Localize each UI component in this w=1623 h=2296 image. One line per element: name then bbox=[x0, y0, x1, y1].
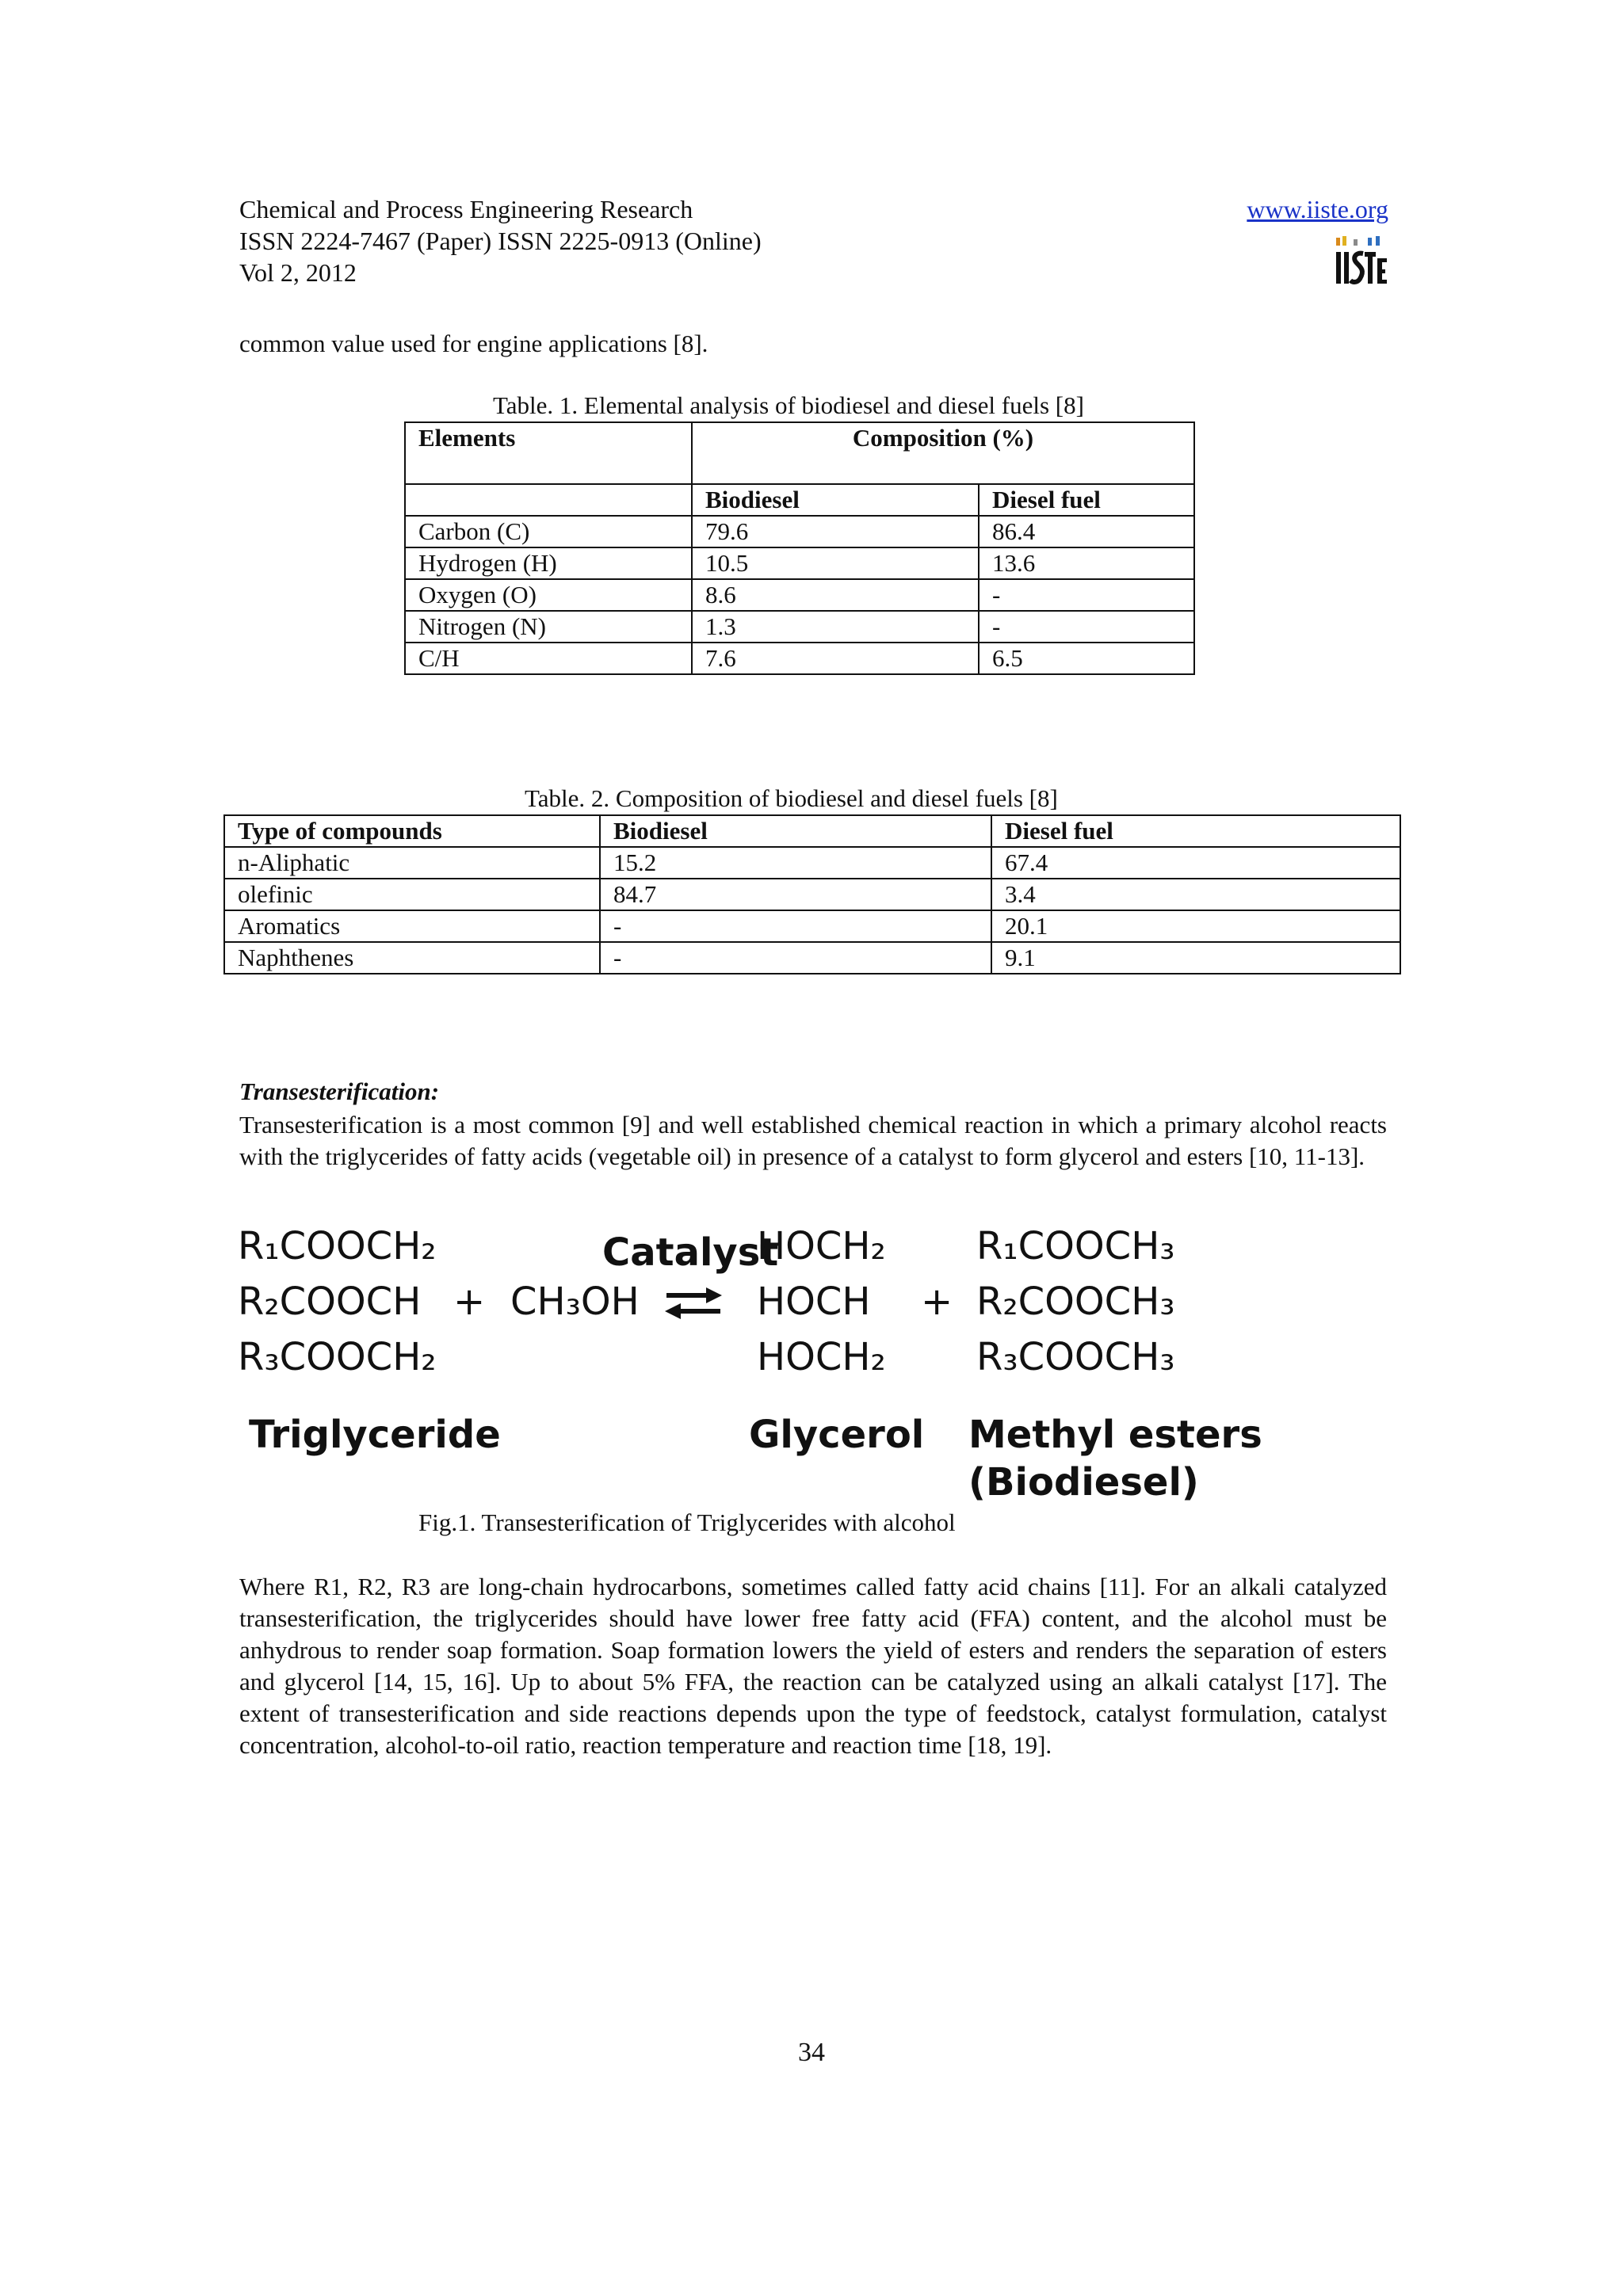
table1-cell: Oxygen (O) bbox=[405, 579, 692, 611]
table2-cell: n-Aliphatic bbox=[224, 847, 600, 879]
catalyst-label: Catalyst bbox=[602, 1230, 779, 1275]
plus-sign-1: + bbox=[453, 1280, 486, 1324]
methanol: CH₃OH bbox=[510, 1280, 640, 1324]
figure-caption: Fig.1. Transesterification of Triglycerides with alcohol bbox=[418, 1508, 956, 1536]
table-row bbox=[224, 910, 1400, 942]
table1-cell: Carbon (C) bbox=[405, 516, 692, 547]
table1-header-diesel: Diesel fuel bbox=[979, 484, 1194, 516]
table2-cell: - bbox=[600, 942, 991, 974]
table2-header: Biodiesel bbox=[600, 815, 991, 847]
triglyceride-label: Triglyceride bbox=[249, 1413, 501, 1457]
table-row bbox=[405, 547, 1194, 579]
table2-header: Diesel fuel bbox=[991, 815, 1400, 847]
ester-line-1: R₁COOCH₃ bbox=[976, 1224, 1175, 1268]
glycerol-line-2: HOCH bbox=[757, 1280, 871, 1324]
table1-cell: 10.5 bbox=[692, 547, 979, 579]
table1-cell: 79.6 bbox=[692, 516, 979, 547]
iiste-logo-icon bbox=[1333, 235, 1388, 288]
table1-header-blank bbox=[405, 484, 692, 516]
page-number: 34 bbox=[798, 2038, 825, 2067]
table2-cell: 9.1 bbox=[991, 942, 1400, 974]
intro-text: common value used for engine applications [8]. bbox=[239, 330, 708, 357]
table2-cell: Aromatics bbox=[224, 910, 600, 942]
table1-cell: 6.5 bbox=[979, 643, 1194, 674]
table2-cell: - bbox=[600, 910, 991, 942]
table1-cell: - bbox=[979, 611, 1194, 643]
triglyceride-line-3: R₃COOCH₂ bbox=[238, 1335, 437, 1379]
website-link[interactable]: www.iiste.org bbox=[1247, 195, 1388, 223]
table1-cell: 86.4 bbox=[979, 516, 1194, 547]
table1-cell: 13.6 bbox=[979, 547, 1194, 579]
section-paragraph: Transesterification is a most common [9] and well established chemical reaction in which a primary alcohol reacts with the triglycerides of fatty acids (vegetable oil) in presence of a catalyst to form glycerol and esters [10, 11-13]. bbox=[239, 1111, 1387, 1170]
table-row bbox=[405, 516, 1194, 547]
table2-cell: 15.2 bbox=[600, 847, 991, 879]
triglyceride-line-1: R₁COOCH₂ bbox=[238, 1224, 437, 1268]
table1-cell: C/H bbox=[405, 643, 692, 674]
table1-caption: Table. 1. Elemental analysis of biodiesel and diesel fuels [8] bbox=[493, 391, 1084, 419]
elemental-analysis-table bbox=[404, 421, 1195, 675]
volume-line: Vol 2, 2012 bbox=[239, 258, 357, 287]
equilibrium-arrow-icon bbox=[662, 1284, 725, 1322]
biodiesel-label: (Biodiesel) bbox=[968, 1460, 1199, 1505]
table2-cell: 84.7 bbox=[600, 879, 991, 910]
table2-cell: 67.4 bbox=[991, 847, 1400, 879]
glycerol-label: Glycerol bbox=[749, 1413, 925, 1457]
triglyceride-line-2: R₂COOCH bbox=[238, 1280, 422, 1324]
closing-paragraph: Where R1, R2, R3 are long-chain hydrocarbons, sometimes called fatty acid chains [11]. For an alkali catalyzed transesterification, the triglycerides should have lower free fatty acid (FFA) content, and the alcohol must be anhydrous to render soap formation. Soap formation lowers the yield of esters and renders the separation of esters and glycerol [14, 15, 16]. Up to about 5% FFA, the reaction can be catalyzed using an alkali catalyst [17]. The extent of transesterification and side reactions depends upon the type of feedstock, catalyst formulation, catalyst concentration, alcohol-to-oil ratio, reaction temperature and reaction time [18, 19]. bbox=[239, 1573, 1387, 1759]
glycerol-line-3: HOCH₂ bbox=[757, 1335, 886, 1379]
table2-cell: olefinic bbox=[224, 879, 600, 910]
table-row bbox=[405, 579, 1194, 611]
composition-table bbox=[223, 814, 1401, 974]
table2-caption: Table. 2. Composition of biodiesel and diesel fuels [8] bbox=[525, 784, 1058, 812]
table2-cell: 20.1 bbox=[991, 910, 1400, 942]
table1-header-biodiesel: Biodiesel bbox=[692, 484, 979, 516]
table1-cell: 8.6 bbox=[692, 579, 979, 611]
table1-header-elements: Elements bbox=[405, 422, 692, 484]
table-row bbox=[405, 643, 1194, 674]
table2-cell: 3.4 bbox=[991, 879, 1400, 910]
table2-cell: Naphthenes bbox=[224, 942, 600, 974]
table-row bbox=[224, 879, 1400, 910]
transesterification-figure bbox=[238, 1224, 1262, 1509]
ester-line-2: R₂COOCH₃ bbox=[976, 1280, 1175, 1324]
table-row bbox=[405, 611, 1194, 643]
table2-header: Type of compounds bbox=[224, 815, 600, 847]
table1-cell: - bbox=[979, 579, 1194, 611]
ester-line-3: R₃COOCH₃ bbox=[976, 1335, 1175, 1379]
methyl-esters-label: Methyl esters bbox=[968, 1413, 1262, 1457]
issn-line: ISSN 2224-7467 (Paper) ISSN 2225-0913 (Online) bbox=[239, 227, 762, 255]
table1-cell: Hydrogen (H) bbox=[405, 547, 692, 579]
plus-sign-2: + bbox=[921, 1280, 953, 1324]
table1-header-composition: Composition (%) bbox=[692, 422, 1194, 484]
journal-title: Chemical and Process Engineering Research bbox=[239, 195, 693, 223]
table1-cell: 1.3 bbox=[692, 611, 979, 643]
glycerol-line-1: HOCH₂ bbox=[757, 1224, 886, 1268]
table1-cell: 7.6 bbox=[692, 643, 979, 674]
table-row bbox=[224, 847, 1400, 879]
section-heading: Transesterification: bbox=[239, 1077, 440, 1105]
table1-cell: Nitrogen (N) bbox=[405, 611, 692, 643]
table-row bbox=[224, 942, 1400, 974]
